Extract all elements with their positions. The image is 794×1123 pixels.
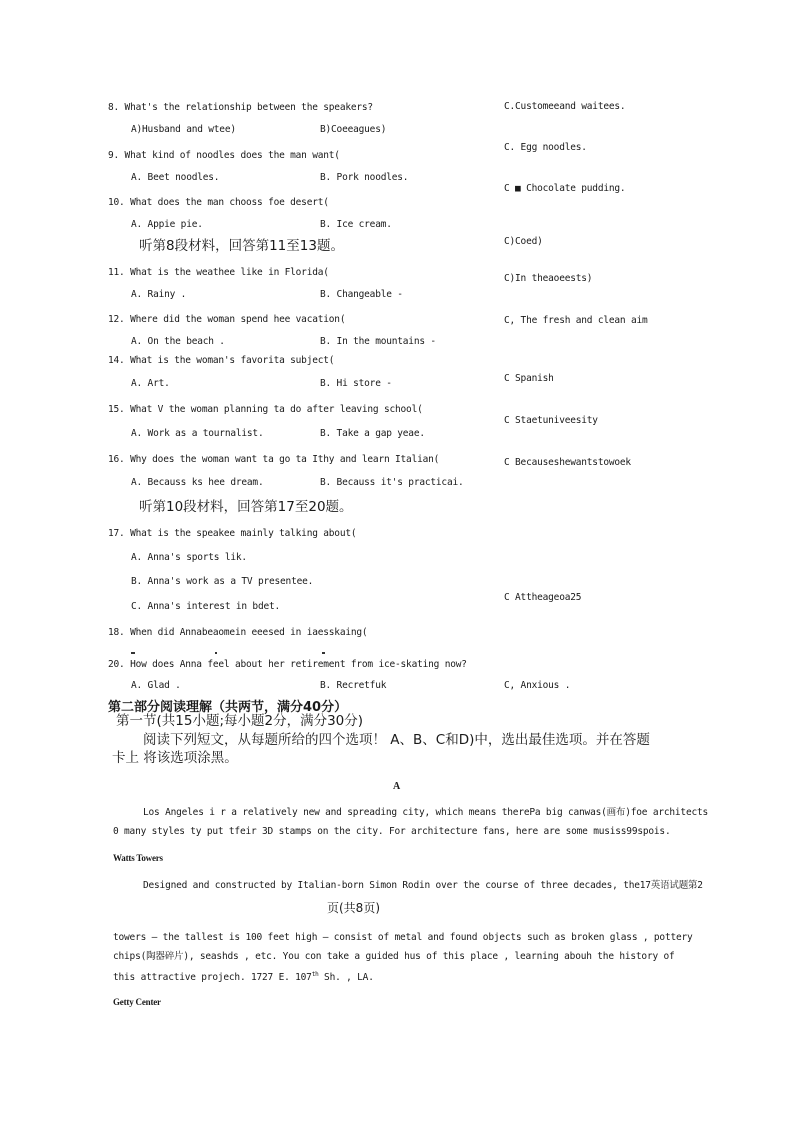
q14-option-b: B. Hi store - bbox=[320, 378, 392, 389]
reading-instruction-line2: 卡上 将该选项涂黑。 bbox=[112, 750, 238, 766]
q18-option-c: C Attheageoa25 bbox=[504, 592, 582, 603]
passage-label: A bbox=[393, 781, 401, 792]
q17-option-c: C. Anna's interest in bdet. bbox=[131, 601, 281, 612]
watts-line4 bbox=[113, 969, 374, 984]
q8-option-c: C.Customeeand waitees. bbox=[504, 101, 626, 112]
watts-line3: chips(陶器碎片), seashds , etc. You con take a guided hus of this place , learning abouh the history of bbox=[113, 951, 675, 962]
q9-option-a: A. Beet noodles. bbox=[131, 172, 220, 183]
q12-option-a: A. On the beach . bbox=[131, 336, 225, 347]
q16-option-a: A. Becauss ks hee dream. bbox=[131, 477, 264, 488]
q9-option-b: B. Pork noodles. bbox=[320, 172, 409, 183]
section-10-instruction: 听第10段材料，回答第17至20题。 bbox=[139, 499, 353, 515]
q8-option-b: B)Coeeagues) bbox=[320, 124, 387, 135]
passage-intro-line2: 0 many styles ty put tfeir 3D stamps on the city. For architecture fans, here are some musiss99spois. bbox=[113, 826, 671, 837]
section-1-title: 第一节(共15小题;每小题2分，满分30分) bbox=[116, 713, 364, 729]
q16-option-b: B. Becauss it's practicai. bbox=[320, 477, 464, 488]
q16-extra-option-c: C Becauseshewantstowoek bbox=[504, 457, 631, 468]
watts-line1: Designed and constructed by Italian-born Simon Rodin over the course of three decades, the17英语试题第2 bbox=[143, 880, 703, 891]
question-8: 8. What's the relationship between the speakers? bbox=[108, 102, 373, 113]
watts-line2: towers — the tallest is 100 feet high — consist of metal and found objects such as broken glass , pottery bbox=[113, 932, 693, 943]
q16-option-c: C Staetuniveesity bbox=[504, 415, 598, 426]
q12-option-b: B. In the mountains - bbox=[320, 336, 436, 347]
cutoff-mark bbox=[322, 652, 325, 654]
q10-option-a: A. Appie pie. bbox=[131, 219, 203, 230]
question-16: 16. Why does the woman want ta go ta Ithy and learn Italian( bbox=[108, 454, 440, 465]
q20-option-a: A. Glad . bbox=[131, 680, 181, 691]
q15-option-a: A. Work as a tournalist. bbox=[131, 428, 264, 439]
question-11: 11. What is the weathee like in Florida( bbox=[108, 267, 329, 278]
watts-line4-end: Sh. , LA. bbox=[318, 972, 374, 984]
watts-line4-text: this attractive projech. 1727 E. 107 bbox=[113, 972, 312, 984]
question-17: 17. What is the speakee mainly talking about( bbox=[108, 528, 357, 539]
page-footer: 页(共8页) bbox=[327, 901, 380, 915]
question-15: 15. What V the woman planning ta do after leaving school( bbox=[108, 404, 423, 415]
q10-option-b: B. Ice cream. bbox=[320, 219, 392, 230]
q17-option-a: A. Anna's sports lik. bbox=[131, 552, 247, 563]
question-9: 9. What kind of noodles does the man want( bbox=[108, 150, 340, 161]
q11-option-a: A. Rainy . bbox=[131, 289, 187, 300]
heading-getty-center: Getty Center bbox=[113, 997, 161, 1007]
section-8-instruction: 听第8段材料，回答第11至13题。 bbox=[139, 238, 344, 254]
cutoff-mark bbox=[131, 652, 135, 654]
ordinal-suffix: th bbox=[311, 971, 319, 978]
part-2-title: 第二部分阅读理解（共两节，满分40分） bbox=[108, 700, 348, 715]
question-10: 10. What does the man chooss foe desert( bbox=[108, 197, 329, 208]
q20-option-c: C, Anxious . bbox=[504, 680, 571, 691]
q14-option-a: A. Art. bbox=[131, 378, 170, 389]
q11-option-c: C)Coed) bbox=[504, 236, 543, 247]
question-14: 14. What is the woman's favorita subject( bbox=[108, 355, 335, 366]
q10-option-c: C ■ Chocolate pudding. bbox=[504, 183, 626, 194]
q11-option-b: B. Changeable - bbox=[320, 289, 403, 300]
q12-option-c: C)In theaoeests) bbox=[504, 273, 593, 284]
reading-instruction-line1: 阅读下列短文，从每题所给的四个选项！ A、B、C和D)中，选出最佳选项。并在答题 bbox=[143, 732, 650, 748]
passage-intro-line1: Los Angeles i r a relatively new and spreading city, which means therePa big canwas(画布)foe architects bbox=[143, 807, 709, 818]
q9-option-c: C. Egg noodles. bbox=[504, 142, 587, 153]
q8-option-a: A)Husband and wtee) bbox=[131, 124, 236, 135]
q15-option-b: B. Take a gap yeae. bbox=[320, 428, 425, 439]
q17-option-b: B. Anna's work as a TV presentee. bbox=[131, 576, 314, 587]
heading-watts-towers: Watts Towers bbox=[113, 853, 163, 863]
question-12: 12. Where did the woman spend hee vacation( bbox=[108, 314, 346, 325]
q15-option-c: C Spanish bbox=[504, 373, 554, 384]
question-20: 20. How does Anna feel about her retirement from ice-skating now? bbox=[108, 659, 467, 670]
cutoff-mark bbox=[215, 652, 217, 654]
q20-option-b: B. Recretfuk bbox=[320, 680, 387, 691]
question-18: 18. When did Annabeaomein eeesed in iaesskaing( bbox=[108, 627, 368, 638]
q14-option-c: C, The fresh and clean aim bbox=[504, 315, 648, 326]
